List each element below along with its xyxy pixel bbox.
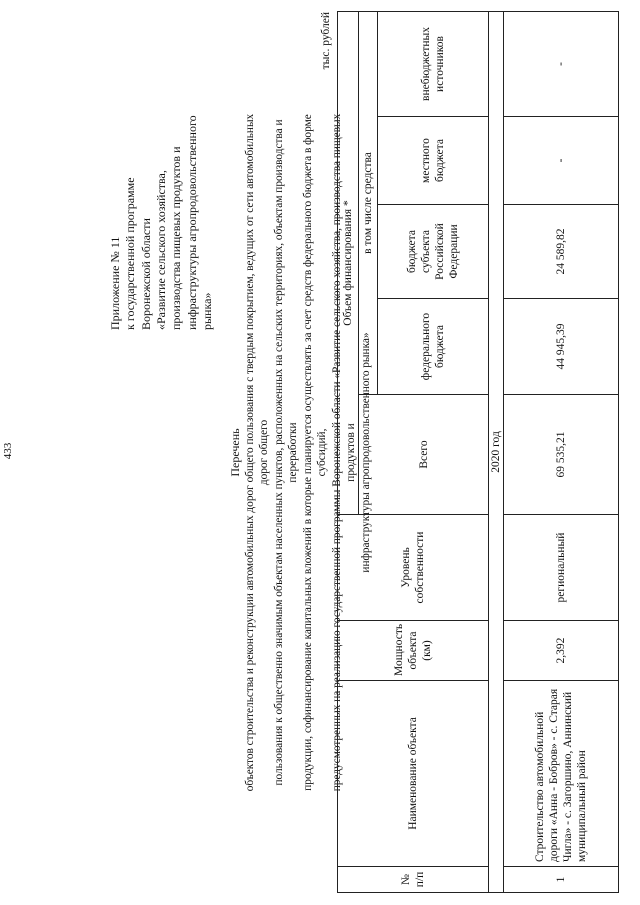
header-federal: федерального бюджета <box>378 299 489 395</box>
header-capacity: Мощность объекта (км) <box>338 621 489 681</box>
appendix-line: к государственной программе <box>123 177 138 330</box>
cell-extrabudget: - <box>504 11 619 116</box>
cell-name: Строительство автомобильной дороги «Анна - Бобров» - с. Старая Чигла» - с. Загоршино, Аннинский муниципальный район <box>504 681 619 867</box>
description-line: объектов строительства и реконструкции автомобильных дорог общего пользования с твердым покрытием, ведущих от сети автомобильных дорог общего <box>244 113 271 792</box>
cell-num: 1 <box>504 867 619 893</box>
description-line: продукции, софинансирование капитальных вложений в которые планируется осуществлять за счет средств федерального бюджета в форме субсидий, <box>301 114 329 791</box>
cell-federal: 44 945,39 <box>504 299 619 395</box>
units-label: тыс. рублей <box>320 12 332 70</box>
header-financing: Объем финансирования * <box>338 11 359 514</box>
appendix-line: «Развитие сельского хозяйства, <box>154 170 169 330</box>
header-name: Наименование объекта <box>338 681 489 867</box>
header-regional: бюджета субъекта Российской Федерации <box>378 205 489 299</box>
year-row: 2020 год <box>489 11 504 892</box>
table-row <box>504 11 619 892</box>
cell-local: - <box>504 117 619 205</box>
description-line: пользования к общественно значимым объектам населенных пунктов, расположенных на сельских территориях, объектам производства и переработки <box>272 119 300 786</box>
header-ownership: Уровень собственности <box>338 515 489 621</box>
appendix-line: рынка» <box>200 292 215 330</box>
appendix-line: инфраструктуры агропродовольственного <box>184 115 199 330</box>
appendix-note <box>108 30 216 330</box>
appendix-line: производства пищевых продуктов и <box>169 146 184 330</box>
cell-capacity: 2,392 <box>504 621 619 681</box>
header-local: местного бюджета <box>378 117 489 205</box>
header-num: № п/п <box>338 867 489 893</box>
page-number: 433 <box>2 442 14 460</box>
cell-ownership: региональный <box>504 515 619 621</box>
cell-regional: 24 589,82 <box>504 205 619 299</box>
description-line: инфраструктуры агропродовольственного рынка» <box>359 332 372 573</box>
objects-table <box>337 11 619 893</box>
cell-total: 69 535,21 <box>504 395 619 515</box>
appendix-line: Приложение № 11 <box>108 236 122 330</box>
header-extrabudget: внебюджетных источников <box>378 11 489 116</box>
description-line: предусмотренных на реализацию государственной программы Воронежской области «Развитие сельского хозяйства, производства пищевых продуктов и <box>330 113 358 792</box>
appendix-line: Воронежской области <box>138 218 153 330</box>
header-including: в том числе средства <box>359 11 378 394</box>
header-total: Всего <box>359 395 489 515</box>
document-title: Перечень <box>228 428 242 477</box>
